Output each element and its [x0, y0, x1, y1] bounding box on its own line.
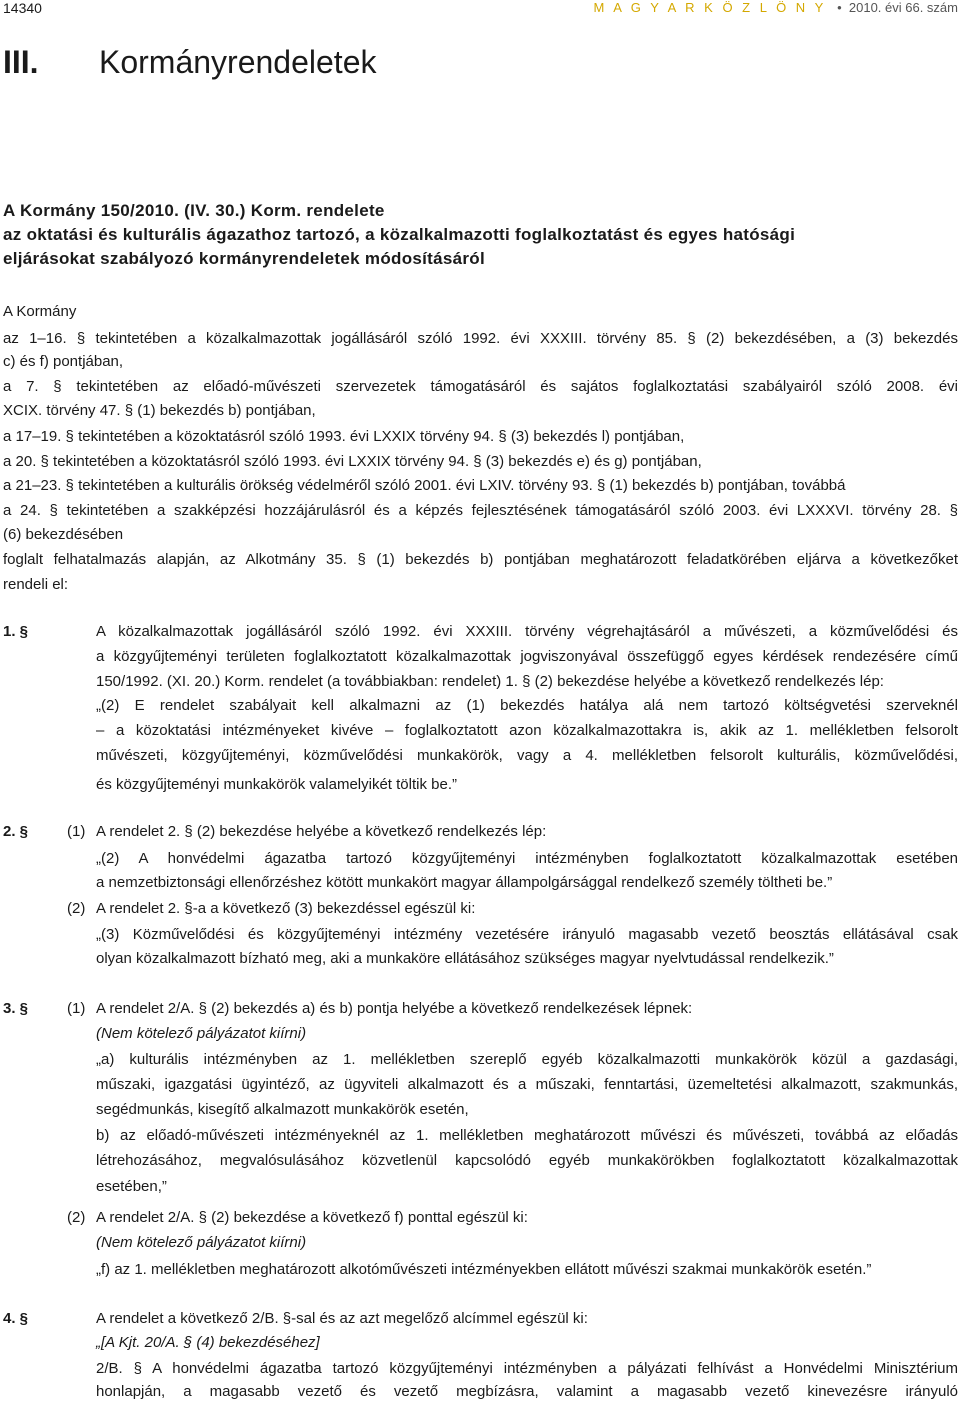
issue-text: 2010. évi 66. szám: [848, 0, 958, 15]
preamble-line: az 1–16. § tekintetében a közalkalmazottak jogállásáról szóló 1992. évi XXXIII. törvény 85. § (2) bekezdésében, a (3) bekezdés: [3, 330, 958, 347]
subsection-number: (2): [67, 900, 86, 917]
section-text-line: a közgyűjteményi területen foglalkoztatott közalkalmazottak jogviszonyával összefüggő egyes kérdések rendezésére című: [96, 648, 958, 665]
section-number: III.: [3, 44, 39, 80]
quoted-text-line: 2/B. § A honvédelmi ágazatba tartozó közgyűjteményi intézményben a pályázati felhívást a Honvédelmi Minisztérium: [96, 1360, 958, 1377]
quoted-text-line: olyan közalkalmazott bízható meg, aki a munkaköre ellátásához szükséges magyar nyelvtudással rendelkezik.”: [96, 950, 834, 967]
preamble-line: rendeli el:: [3, 576, 69, 593]
preamble-line: XCIX. törvény 47. § (1) bekezdés b) pontjában,: [3, 402, 316, 419]
preamble-line: a 20. § tekintetében a közoktatásról szóló 1993. évi LXXIX törvény 94. § (3) bekezdés e) és g) pontjában,: [3, 453, 702, 470]
preamble-line: a 24. § tekintetében a szakképzési hozzájárulásról és a képzés fejlesztésének támogatásáról szóló 2003. évi LXXXVI. törvény 28. §: [3, 502, 958, 519]
preamble-line: (6) bekezdésében: [3, 526, 124, 543]
quoted-text-line: a nemzetbiztonsági ellenőrzéshez kötött munkakört magyar állampolgársággal rendelkező személy töltheti be.”: [96, 874, 833, 891]
decree-title: [3, 199, 958, 271]
section-1-number: 1. §: [3, 623, 29, 640]
section-text-line: 150/1992. (XI. 20.) Korm. rendelet (a továbbiakban: rendelet) 1. § (2) bekezdése helyébe a következő rendelkezés lép:: [96, 673, 884, 690]
subsection-number: (2): [67, 1209, 86, 1226]
quoted-subtitle: „[A Kjt. 20/A. § (4) bekezdéséhez]: [96, 1334, 320, 1351]
quoted-text-line: honlapján, a magasabb vezető és vezető megbízásra, valamint a magasabb vezető kinevezésre irányuló: [96, 1383, 958, 1400]
quoted-text-line: b) az előadó-művészeti intézményeknél az 1. mellékletben meghatározott művészi és művészeti, továbbá az előadás: [96, 1127, 958, 1144]
quoted-text-line: „(3) Közművelődési és közgyűjteményi intézmény vezetésére irányuló magasabb vezető beosztás ellátásával csak: [96, 926, 958, 943]
quoted-text-line: esetében,”: [96, 1178, 167, 1195]
section-text-line: A rendelet a következő 2/B. §-sal és az azt megelőző alcímmel egészül ki:: [96, 1310, 588, 1327]
quoted-text-line: segédmunkás, kisegítő alkalmazott munkakörök esetén,: [96, 1101, 469, 1118]
quoted-text-line: „f) az 1. mellékletben meghatározott alkotóművészeti intézményekben ellátott művészi szakmai munkakörök esetén.”: [96, 1261, 872, 1278]
decree-title-line: eljárásokat szabályozó kormányrendeletek módosításáról: [3, 249, 485, 268]
section-4-number: 4. §: [3, 1310, 29, 1327]
preamble-line: c) és f) pontjában,: [3, 353, 124, 370]
quoted-text-line: művészeti, közgyűjteményi, közművelődési munkakörök, vagy a 4. mellékletben felsorolt kulturális, közművelődési,: [96, 747, 958, 764]
quoted-text-line: „(2) E rendelet szabályait kell alkalmazni az (1) bekezdés hatálya alá nem tartozó költségvetési szerveknél: [96, 697, 958, 714]
section-text-line: A rendelet 2/A. § (2) bekezdése a következő f) ponttal egészül ki:: [96, 1209, 528, 1226]
quoted-text-line: „(2) A honvédelmi ágazatba tartozó közgyűjteményi intézményben foglalkoztatott közalkalmazottak esetében: [96, 850, 958, 867]
context-note: (Nem kötelező pályázatot kiírni): [96, 1025, 307, 1042]
quoted-text-line: műszaki, igazgatási ügyintéző, az ügyviteli alkalmazott és a műszaki, fenntartási, üzemeltetési alkalmazott, szakmunkás,: [96, 1076, 958, 1093]
page-number: 14340: [3, 0, 42, 16]
context-note: (Nem kötelező pályázatot kiírni): [96, 1234, 307, 1251]
quoted-text-line: és közgyűjteményi munkakörök valamelyikét töltik be.”: [96, 776, 457, 793]
section-text-line: A rendelet 2. § (2) bekezdése helyébe a következő rendelkezés lép:: [96, 823, 547, 840]
preamble-line: a 17–19. § tekintetében a közoktatásról szóló 1993. évi LXXIX törvény 94. § (3) bekezdés l) pontjában,: [3, 428, 685, 445]
preamble-line: a 21–23. § tekintetében a kulturális örökség védelméről szóló 2001. évi LXIV. törvény 93. § (1) bekezdés b) pontjában, továbbá: [3, 477, 846, 494]
preamble-line: foglalt felhatalmazás alapján, az Alkotmány 35. § (1) bekezdés b) pontjában meghatározott feladatkörében eljárva a következőket: [3, 551, 958, 568]
subsection-number: (1): [67, 823, 86, 840]
section-text-line: A rendelet 2. §-a a következő (3) bekezdéssel egészül ki:: [96, 900, 476, 917]
quoted-text-line: – a közoktatási intézményeket kivéve – foglalkoztatott azon közalkalmazottakra is, akik az 1. mellékletben felsorolt: [96, 722, 958, 739]
section-title: Kormányrendeletek: [99, 44, 377, 80]
section-3-number: 3. §: [3, 1000, 29, 1017]
journal-name: M A G Y A R K Ö Z L Ö N Y: [593, 0, 827, 15]
preamble-opener: A Kormány: [3, 303, 77, 320]
quoted-text-line: létrehozásához, megvalósulásához közvetlenül kapcsolódó egyéb munkakörökben foglalkoztatott közalkalmazottak: [96, 1152, 958, 1169]
section-2-number: 2. §: [3, 823, 29, 840]
quoted-text-line: „a) kulturális intézményben az 1. mellékletben szereplő egyéb közalkalmazotti munkakörök közül a gazdasági,: [96, 1051, 958, 1068]
preamble-line: a 7. § tekintetében az előadó-művészeti szervezetek támogatásáról és sajátos foglalkoztatási szabályairól szóló 2008. évi: [3, 378, 958, 395]
decree-title-line: A Kormány 150/2010. (IV. 30.) Korm. rendelete: [3, 201, 385, 220]
section-heading: [3, 44, 376, 81]
journal-issue: • 2010. évi 66. szám: [829, 0, 958, 15]
subsection-number: (1): [67, 1000, 86, 1017]
decree-title-line: az oktatási és kulturális ágazathoz tartozó, a közalkalmazotti foglalkoztatást és egyes hatósági: [3, 225, 796, 244]
running-header: [593, 0, 958, 15]
section-text-line: A közalkalmazottak jogállásáról szóló 1992. évi XXXIII. törvény végrehajtásáról a művészeti, a közművelődési és: [96, 623, 958, 640]
section-text-line: A rendelet 2/A. § (2) bekezdés a) és b) pontja helyébe a következő rendelkezések lépnek:: [96, 1000, 693, 1017]
